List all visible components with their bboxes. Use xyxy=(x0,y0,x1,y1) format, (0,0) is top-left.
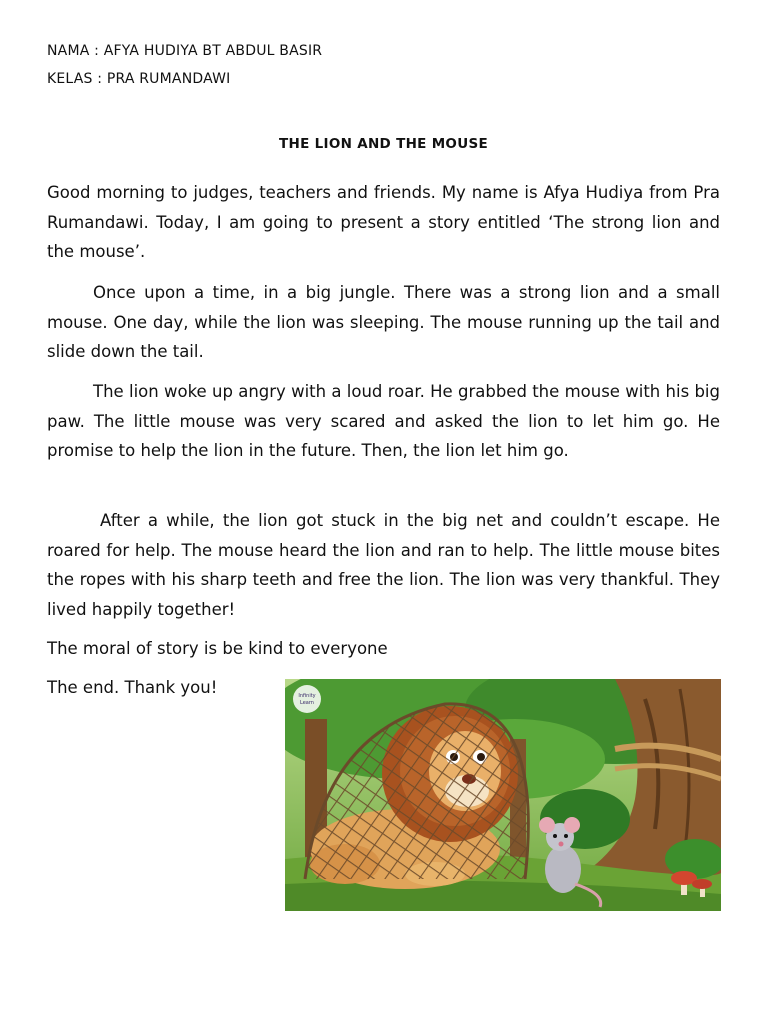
paragraph-net: After a while, the lion got stuck in the big net and couldn’t escape. He roared for help. The mouse heard the lion and ran to help. The little mouse bites the ropes with his sharp teeth and free the lion. The lion was very thankful. They lived happily together! xyxy=(47,511,720,619)
mouse-body xyxy=(545,845,581,893)
paragraph-intro: Good morning to judges, teachers and friends. My name is Afya Hudiya from Pra Rumandawi. Today, I am going to present a story entitled ‘The strong lion and the mouse’. xyxy=(47,183,720,261)
svg-text:Learn: Learn xyxy=(300,700,314,706)
student-class: KELAS : PRA RUMANDAWI xyxy=(47,71,231,87)
paragraph-once-upon: Once upon a time, in a big jungle. There was a strong lion and a small mouse. One day, while the lion was sleeping. The mouse running up the tail and slide down the tail. xyxy=(47,283,720,361)
logo-text: Infinity xyxy=(298,693,316,699)
illustration-canvas xyxy=(285,679,721,911)
paragraph-moral: The moral of story is be kind to everyone xyxy=(47,639,388,658)
story-title: THE LION AND THE MOUSE xyxy=(278,136,489,152)
lion-mouse-illustration xyxy=(285,679,721,911)
logo-badge xyxy=(293,685,321,713)
paragraph-lion-woke: The lion woke up angry with a loud roar. He grabbed the mouse with his big paw. The little mouse was very scared and asked the lion to let him go. He promise to help the lion in the future. Then, the lion let him go. xyxy=(47,382,720,460)
student-name: NAMA : AFYA HUDIYA BT ABDUL BASIR xyxy=(47,43,323,59)
paragraph-end: The end. Thank you! xyxy=(47,678,218,697)
mouse-ear xyxy=(539,817,555,833)
